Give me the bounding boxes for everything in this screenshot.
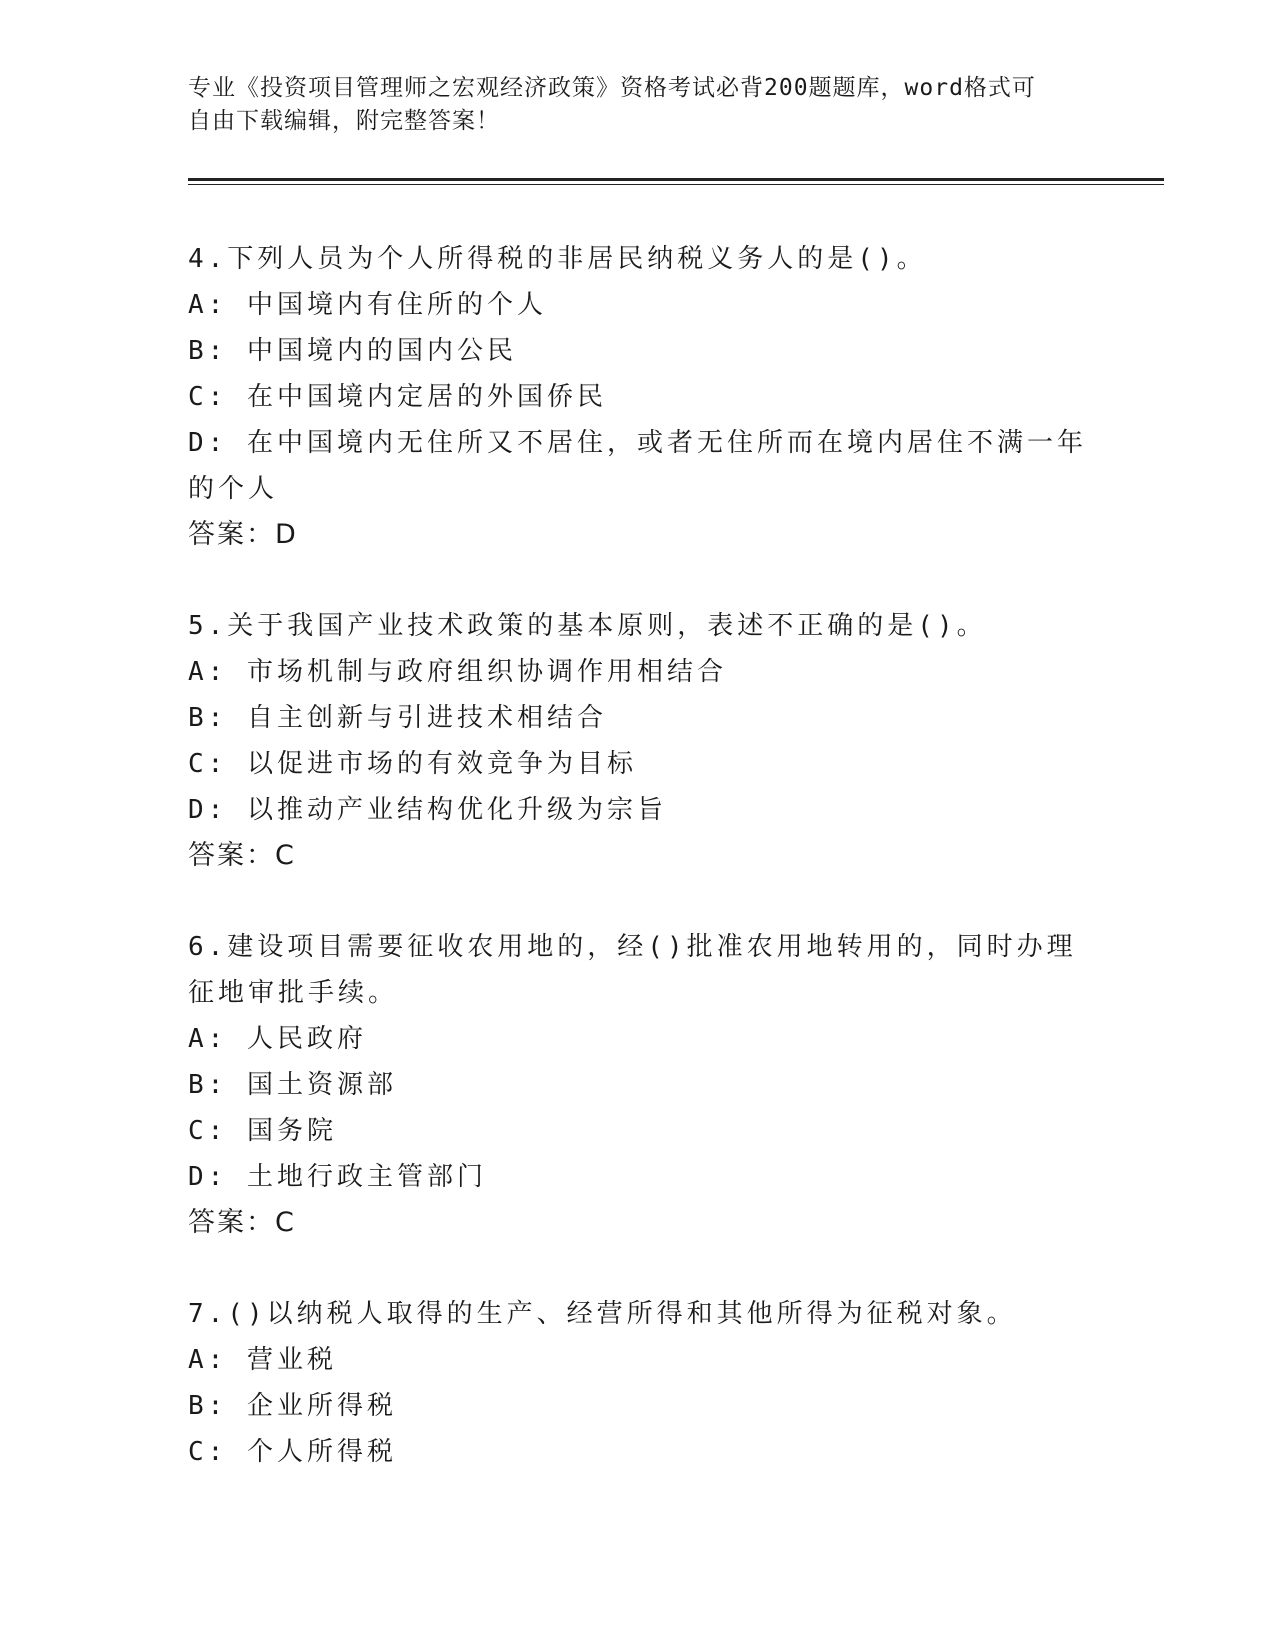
option-a: A: 市场机制与政府组织协调作用相结合 xyxy=(188,657,727,687)
question-list xyxy=(188,236,1088,1520)
header-divider xyxy=(188,178,1164,181)
answer: 答案：D xyxy=(188,519,298,550)
question-stem: 5.关于我国产业技术政策的基本原则，表述不正确的是()。 xyxy=(188,611,987,641)
question-stem: 6.建设项目需要征收农用地的，经()批准农用地转用的，同时办理征地审批手续。 xyxy=(188,932,1077,1008)
answer: 答案：C xyxy=(188,1207,296,1238)
option-d: D: 在中国境内无住所又不居住，或者无住所而在境内居住不满一年的个人 xyxy=(188,428,1087,504)
question-5 xyxy=(188,603,1088,879)
option-c: C: 个人所得税 xyxy=(188,1437,397,1467)
question-6 xyxy=(188,924,1088,1246)
question-7 xyxy=(188,1291,1088,1475)
option-b: B: 企业所得税 xyxy=(188,1391,397,1421)
option-a: A: 人民政府 xyxy=(188,1024,367,1054)
option-c: C: 在中国境内定居的外国侨民 xyxy=(188,382,607,412)
question-4 xyxy=(188,236,1088,558)
option-a: A: 中国境内有住所的个人 xyxy=(188,290,547,320)
option-c: C: 以促进市场的有效竞争为目标 xyxy=(188,749,637,779)
header-divider-thin xyxy=(188,184,1164,185)
option-b: B: 国土资源部 xyxy=(188,1070,397,1100)
question-stem: 7.()以纳税人取得的生产、经营所得和其他所得为征税对象。 xyxy=(188,1299,1017,1329)
question-stem: 4.下列人员为个人所得税的非居民纳税义务人的是()。 xyxy=(188,244,927,274)
option-b: B: 中国境内的国内公民 xyxy=(188,336,517,366)
answer: 答案：C xyxy=(188,840,296,871)
option-d: D: 土地行政主管部门 xyxy=(188,1162,487,1192)
option-b: B: 自主创新与引进技术相结合 xyxy=(188,703,607,733)
option-d: D: 以推动产业结构优化升级为宗旨 xyxy=(188,795,667,825)
option-c: C: 国务院 xyxy=(188,1116,337,1146)
option-a: A: 营业税 xyxy=(188,1345,337,1375)
document-header xyxy=(188,72,1088,138)
header-line-2: 自由下载编辑，附完整答案！ xyxy=(188,108,500,134)
header-line-1: 专业《投资项目管理师之宏观经济政策》资格考试必背200题题库，word格式可 xyxy=(188,75,1036,101)
